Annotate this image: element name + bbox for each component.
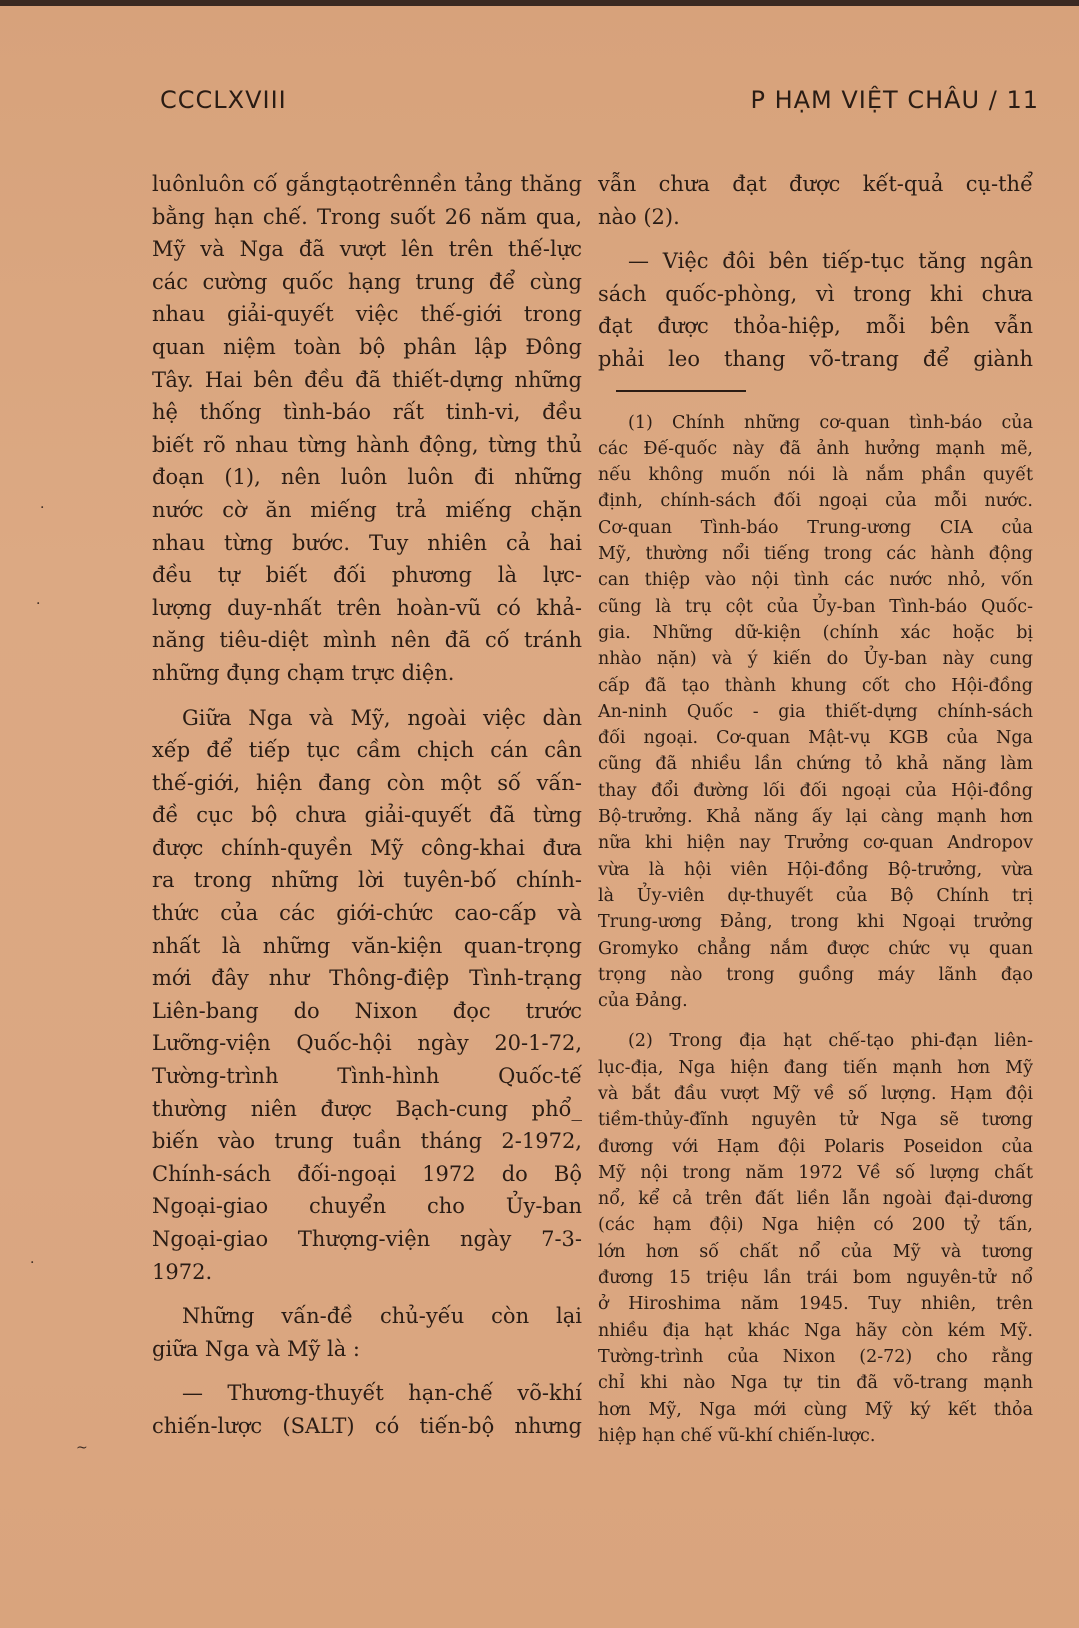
footnote-line: An-ninh Quốc - gia thiết-dựng chính-sách <box>598 701 1033 722</box>
left-paragraph-3 <box>152 1300 582 1365</box>
footnote-line: trọng nào trong guồng máy lãnh đạo <box>598 964 1033 985</box>
footnote-line: là Ủy-viên dự-thuyết của Bộ Chính trị <box>598 885 1033 906</box>
text-line: Lưỡng-viện Quốc-hội ngày 20-1-72, <box>152 1031 582 1056</box>
text-line: Mỹ và Nga đã vượt lên trên thế-lực <box>152 237 582 262</box>
text-line: chiến-lược (SALT) có tiến-bộ nhưng <box>152 1413 582 1438</box>
footnote-line: chỉ khi nào Nga tự tin đã võ-trang mạnh <box>598 1373 1033 1394</box>
footnote-line: cũng là trụ cột của Ủy-ban Tình-báo Quốc- <box>598 596 1033 617</box>
footnote-2 <box>598 1028 1033 1449</box>
text-line: — Việc đôi bên tiếp-tục tăng ngân <box>628 249 1033 274</box>
text-line: được chính-quyền Mỹ công-khai đưa <box>152 835 582 860</box>
text-line: mới đây như Thông-điệp Tình-trạng <box>152 966 582 991</box>
footnote-line: nữa khi hiện nay Trưởng cơ-quan Andropov <box>598 833 1033 854</box>
footnote-line: đương với Hạm đội Polaris Poseidon của <box>598 1136 1033 1157</box>
text-line: Những vấn-đề chủ-yếu còn lại <box>182 1304 582 1329</box>
text-line: đoạn (1), nên luôn luôn đi những <box>152 465 582 490</box>
footnote-line: lục-địa, Nga hiện đang tiến mạnh hơn Mỹ <box>598 1057 1033 1078</box>
text-line: nhau từng bước. Tuy nhiên cả hai <box>152 530 582 555</box>
text-line: thường niên được Bạch-cung phổ_ <box>152 1096 582 1121</box>
right-paragraph-1 <box>598 168 1033 233</box>
text-line: biết rõ nhau từng hành động, từng thủ <box>152 432 582 457</box>
page-header <box>160 80 1039 120</box>
footnote-line: Gromyko chẳng nắm được chức vụ quan <box>598 938 1033 959</box>
text-line: vẫn chưa đạt được kết-quả cụ-thể <box>598 172 1033 196</box>
footnote-line: Mỹ nội trong năm 1972 Về số lượng chất <box>598 1162 1033 1183</box>
text-line: ra trong những lời tuyên-bố chính- <box>152 868 582 893</box>
left-paragraph-1 <box>152 168 582 690</box>
text-line: biến vào trung tuần tháng 2-1972, <box>152 1129 582 1154</box>
header-roman-numeral: CCCLXVIII <box>160 86 287 114</box>
header-author-page: P HẠM VIỆT CHÂU / 11 <box>750 86 1039 114</box>
text-line: nhất là những văn-kiện quan-trọng <box>152 933 582 958</box>
margin-speck: ~ <box>76 1440 88 1456</box>
text-line: bằng hạn chế. Trong suốt 26 năm qua, <box>152 204 582 229</box>
text-line: thức của các giới-chức cao-cấp và <box>152 901 582 926</box>
text-line: Tường-trình Tình-hình Quốc-tế <box>152 1064 582 1089</box>
footnote-line: của Đảng. <box>598 991 688 1012</box>
text-line: các cường quốc hạng trung để cùng <box>152 269 582 294</box>
text-line: những đụng chạm trực diện. <box>152 660 455 685</box>
text-line: hệ thống tình-báo rất tinh-vi, đều <box>152 400 582 425</box>
text-line: Chính-sách đối-ngoại 1972 do Bộ <box>152 1161 582 1186</box>
text-line: Tây. Hai bên đều đã thiết-dựng những <box>152 367 582 392</box>
text-line: sách quốc-phòng, vì trong khi chưa <box>598 281 1033 306</box>
text-line: đạt được thỏa-hiệp, mỗi bên vẫn <box>598 314 1033 339</box>
right-paragraph-2 <box>598 245 1033 375</box>
page-top-edge <box>0 0 1079 6</box>
left-column <box>152 168 582 1443</box>
text-line: 1972. <box>152 1259 213 1284</box>
text-line: luônluôn cố gắngtạotrênnền tảng thăng <box>152 172 582 196</box>
text-line: phải leo thang võ-trang để giành <box>598 346 1033 371</box>
text-line: quan niệm toàn bộ phân lập Đông <box>152 334 582 359</box>
footnote-line: ở Hiroshima năm 1945. Tuy nhiên, trên <box>598 1294 1033 1315</box>
footnote-line: tiềm-thủy-đĩnh nguyên tử Nga sẽ tương <box>598 1110 1033 1131</box>
footnote-line: cũng đã nhiều lần chứng tỏ khả năng làm <box>598 754 1033 775</box>
text-line: xếp để tiếp tục cầm chịch cán cân <box>152 738 582 763</box>
text-line: Ngoại-giao Thượng-viện ngày 7-3- <box>152 1227 582 1251</box>
footnote-line: vừa là hội viên Hội-đồng Bộ-trưởng, vừa <box>598 859 1033 880</box>
footnote-line: hiệp hạn chế vũ-khí chiến-lược. <box>598 1425 876 1446</box>
footnote-line: lớn hơn số chất nổ của Mỹ và tương <box>598 1241 1033 1262</box>
text-line: nhau giải-quyết việc thế-giới trong <box>152 302 582 327</box>
text-line: nước cờ ăn miếng trả miếng chặn <box>152 497 582 522</box>
text-line: — Thương-thuyết hạn-chế võ-khí <box>182 1381 582 1406</box>
footnote-line: (2) Trong địa hạt chế-tạo phi-đạn liên- <box>628 1031 1033 1052</box>
footnote-line: nhiều địa hạt khác Nga hãy còn kém Mỹ. <box>598 1320 1033 1341</box>
footnote-line: định, chính-sách đối ngoại của mỗi nước. <box>598 491 1033 512</box>
text-line: lượng duy-nhất trên hoàn-vũ có khả- <box>152 595 582 620</box>
margin-speck: · <box>30 1255 35 1271</box>
footnote-line: gia. Những dữ-kiện (chính xác hoặc bị <box>598 622 1033 643</box>
margin-speck: · <box>36 596 41 612</box>
footnote-line: cấp đã tạo thành khung cốt cho Hội-đồng <box>598 675 1033 696</box>
text-line: Ngoại-giao chuyển cho Ủy-ban <box>152 1194 582 1219</box>
footnote-line: can thiệp vào nội tình các nước nhỏ, vốn <box>598 570 1033 591</box>
text-line: giữa Nga và Mỹ là : <box>152 1336 360 1361</box>
left-paragraph-4 <box>152 1377 582 1442</box>
footnote-line: đối ngoại. Cơ-quan Mật-vụ KGB của Nga <box>598 728 1033 749</box>
text-line: Giữa Nga và Mỹ, ngoài việc dàn <box>182 705 582 730</box>
footnote-line: và bắt đầu vượt Mỹ về số lượng. Hạm đội <box>598 1083 1033 1104</box>
text-line: đề cục bộ chưa giải-quyết đã từng <box>152 803 582 828</box>
footnote-line: Trung-ương Đảng, trong khi Ngoại trưởng <box>598 912 1033 933</box>
footnote-line: đương 15 triệu lần trái bom nguyên-tử nổ <box>598 1268 1033 1289</box>
text-line: đều tự biết đối phương là lực- <box>152 563 582 588</box>
footnote-line: nổ, kể cả trên đất liền lẫn ngoài đại-dương <box>598 1189 1033 1210</box>
text-line: Liên-bang do Nixon đọc trước <box>152 998 582 1023</box>
footnote-line: nhào nặn) và ý kiến do Ủy-ban này cung <box>598 649 1033 670</box>
footnote-line: hơn Mỹ, Nga mới cùng Mỹ ký kết thỏa <box>598 1399 1033 1420</box>
footnote-line: Cơ-quan Tình-báo Trung-ương CIA của <box>598 517 1033 538</box>
footnote-line: (các hạm đội) Nga hiện có 200 tỷ tấn, <box>598 1215 1033 1236</box>
footnote-separator <box>616 390 746 392</box>
text-line: nào (2). <box>598 204 680 229</box>
footnote-line: nếu không muốn nói là nắm phần quyết <box>598 465 1033 486</box>
footnote-line: (1) Chính những cơ-quan tình-báo của <box>628 412 1033 433</box>
text-line: năng tiêu-diệt mình nên đã cố tránh <box>152 628 582 653</box>
left-paragraph-2 <box>152 702 582 1289</box>
footnote-line: Tường-trình của Nixon (2-72) cho rằng <box>598 1346 1033 1367</box>
right-column <box>598 168 1033 1449</box>
margin-speck: · <box>40 500 45 516</box>
footnote-line: Bộ-trưởng. Khả năng ấy lại càng mạnh hơn <box>598 807 1033 828</box>
footnote-line: thay đổi đường lối đối ngoại của Hội-đồng <box>598 780 1033 801</box>
text-line: thế-giới, hiện đang còn một số vấn- <box>152 770 582 795</box>
footnote-line: các Đế-quốc này đã ảnh hưởng mạnh mẽ, <box>598 438 1033 459</box>
footnote-1 <box>598 410 1033 1015</box>
footnote-line: Mỹ, thường nổi tiếng trong các hành động <box>598 544 1033 565</box>
